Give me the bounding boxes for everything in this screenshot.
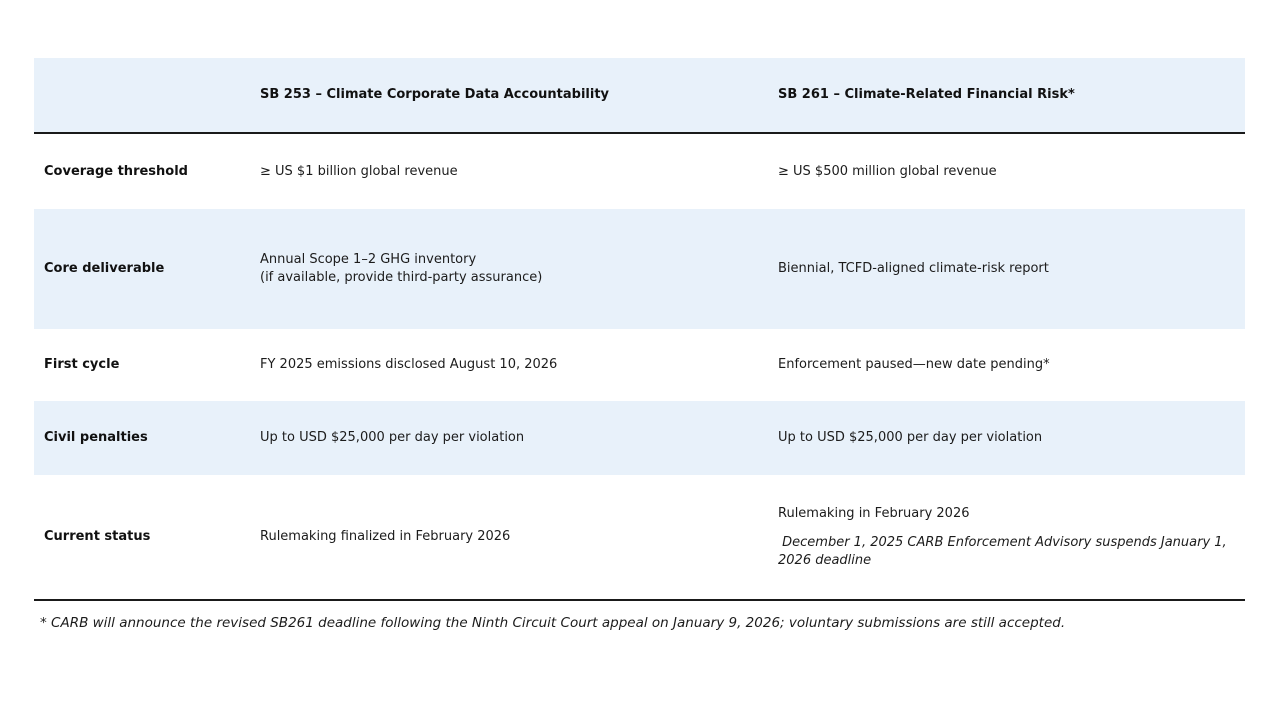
table-row-first-cycle — [34, 329, 1245, 401]
header-empty-cell — [34, 58, 250, 133]
cell-status-sb261-advisory-note: December 1, 2025 CARB Enforcement Advisory suspends January 1, 2026 deadline — [778, 534, 1231, 568]
cell-coverage-sb253: ≥ US $1 billion global revenue — [260, 163, 458, 179]
table-header-row — [34, 58, 1245, 133]
cell-coverage-sb261: ≥ US $500 million global revenue — [778, 163, 997, 179]
table-row-current-status — [34, 475, 1245, 600]
cell-penalties-sb253: Up to USD $25,000 per day per violation — [260, 430, 525, 445]
cell-first-cycle-sb253: FY 2025 emissions disclosed August 10, 2026 — [260, 357, 558, 372]
sb253-sb261-comparison-table — [34, 58, 1245, 601]
row-label-core-deliverable: Core deliverable — [44, 261, 165, 276]
comparison-table-container — [34, 58, 1245, 601]
table-row-core-deliverable — [34, 209, 1245, 329]
row-label-coverage-threshold: Coverage threshold — [44, 163, 188, 179]
row-label-civil-penalties: Civil penalties — [44, 430, 148, 445]
header-sb253: SB 253 – Climate Corporate Data Accountability — [250, 58, 768, 133]
table-row-civil-penalties — [34, 401, 1245, 475]
cell-deliverable-sb253-line2: (if available, provide third-party assurance) — [260, 270, 543, 285]
cell-status-sb253: Rulemaking finalized in February 2026 — [260, 529, 511, 544]
cell-penalties-sb261: Up to USD $25,000 per day per violation — [778, 430, 1043, 445]
row-label-current-status: Current status — [44, 529, 151, 544]
table-row-coverage-threshold — [34, 133, 1245, 209]
cell-status-sb261-line1: Rulemaking in February 2026 — [778, 505, 970, 521]
cell-first-cycle-sb261: Enforcement paused—new date pending* — [778, 357, 1050, 372]
table-footnote: * CARB will announce the revised SB261 deadline following the Ninth Circuit Court appeal on January 9, 2026; voluntary submissions are still accepted. — [40, 615, 1066, 631]
cell-status-sb261 — [768, 475, 1245, 600]
row-label-first-cycle: First cycle — [44, 357, 120, 372]
cell-deliverable-sb253-line1: Annual Scope 1–2 GHG inventory — [260, 252, 477, 267]
header-sb261: SB 261 – Climate-Related Financial Risk* — [768, 58, 1245, 133]
cell-deliverable-sb261: Biennial, TCFD-aligned climate-risk report — [778, 261, 1049, 276]
cell-deliverable-sb253 — [250, 209, 768, 329]
